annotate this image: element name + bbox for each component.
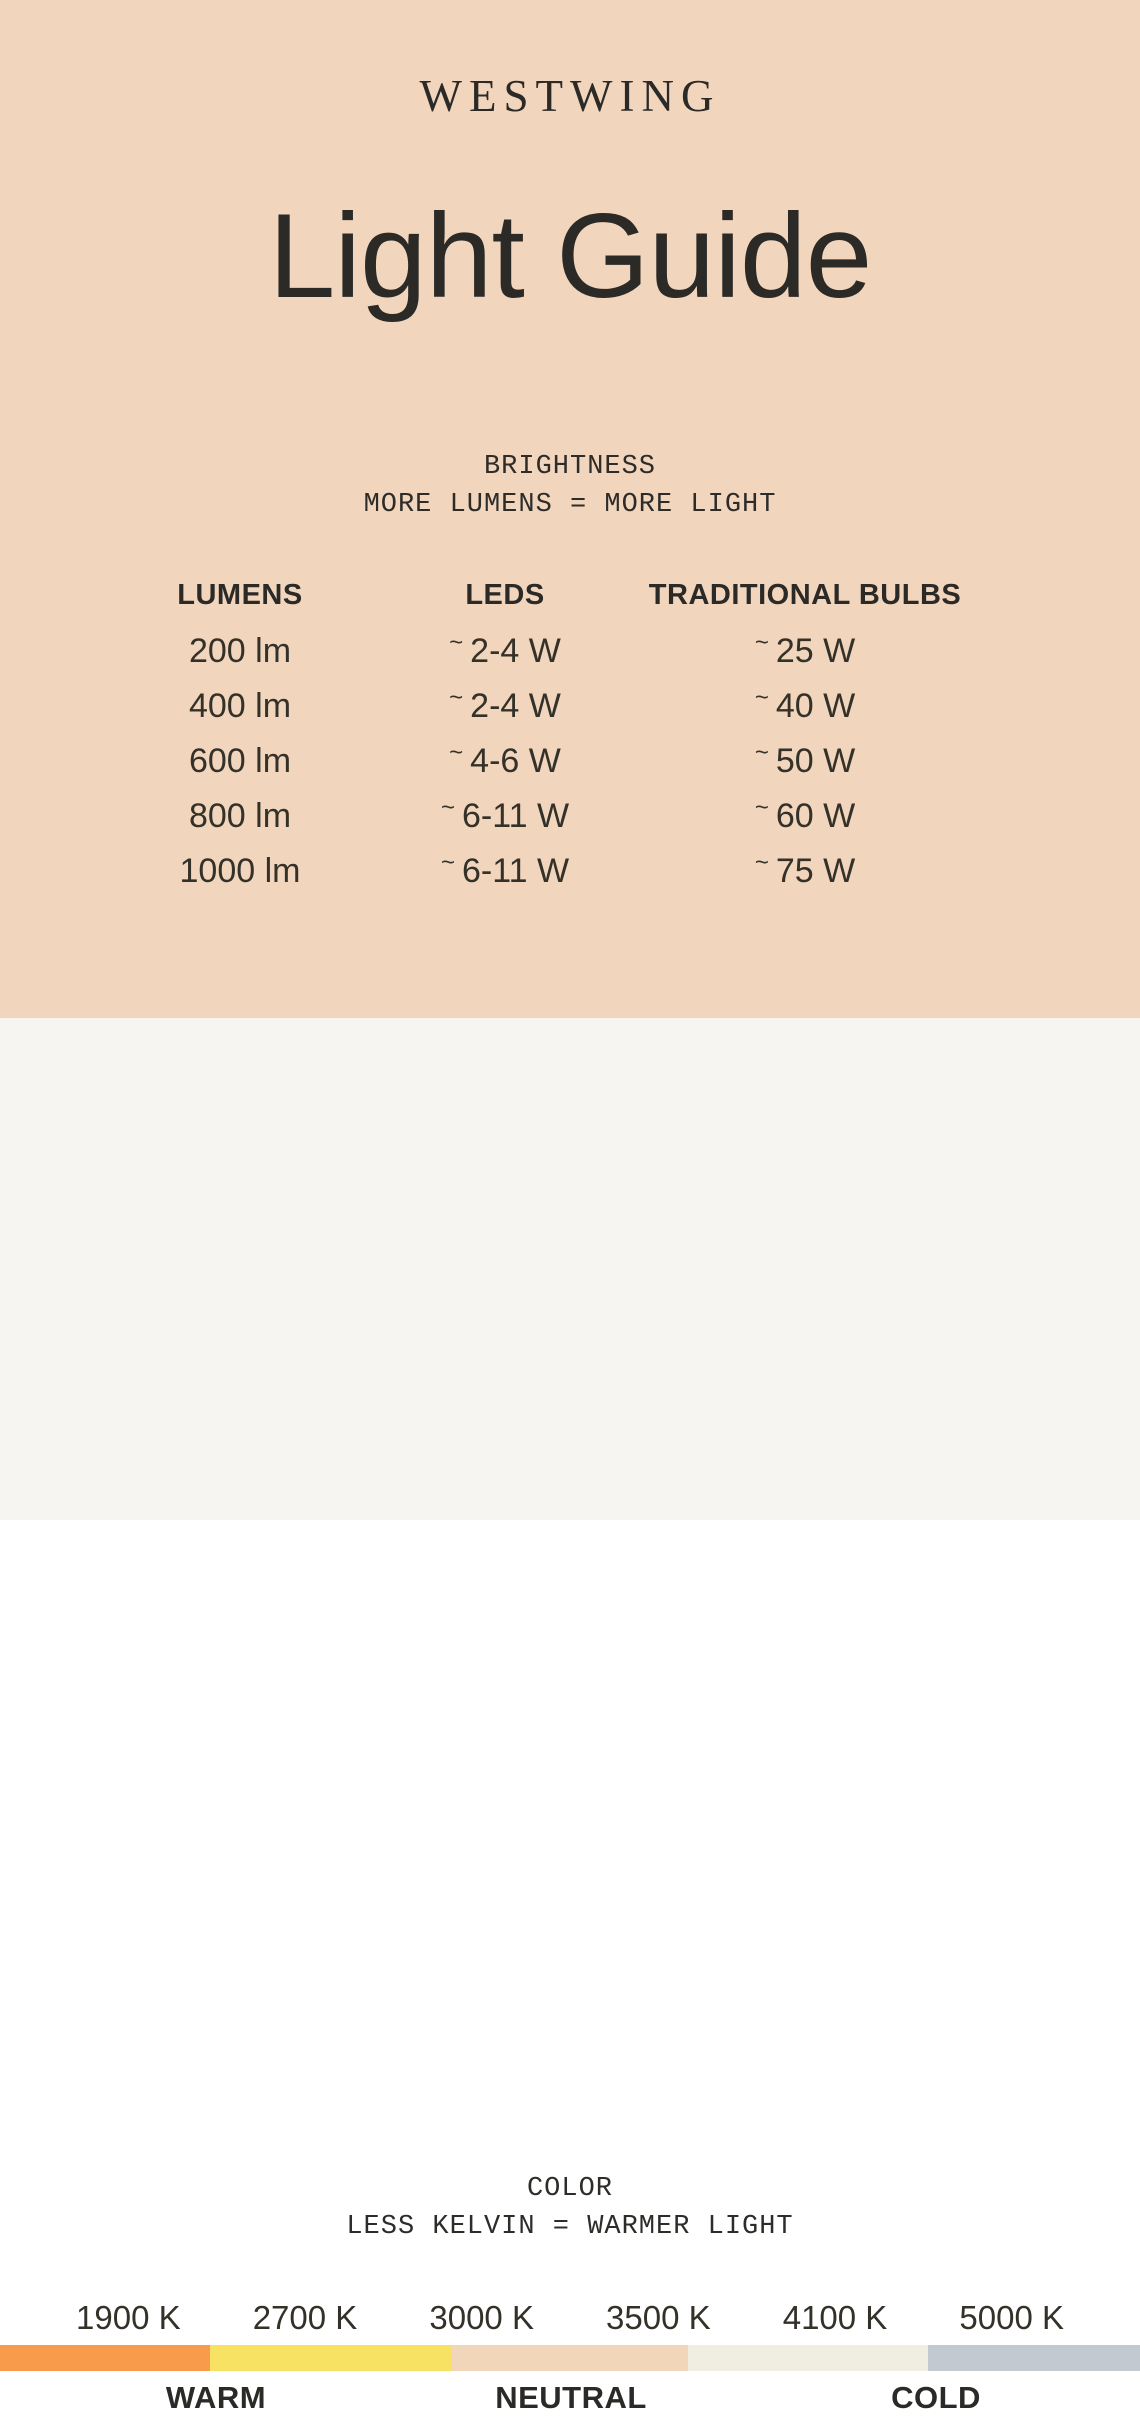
approx-symbol: ~: [754, 738, 769, 766]
led-watts-value: 2-4 W: [470, 632, 561, 670]
column-header-lumens: LUMENS: [177, 578, 303, 611]
traditional-watts-value: 40 W: [775, 687, 856, 725]
traditional-watts: [650, 734, 960, 789]
color-bar-segment-warm-orange: [0, 2345, 210, 2371]
brightness-heading: BRIGHTNESS: [483, 452, 657, 482]
brightness-subheading: MORE LUMENS = MORE LIGHT: [363, 490, 777, 520]
kelvin-label: 1900 K: [76, 2299, 181, 2336]
brightness-section: [0, 0, 1140, 1018]
color-bar-segment-neutral-ivory: [688, 2345, 928, 2371]
approx-symbol: ~: [440, 793, 455, 821]
led-watts-value: 6-11 W: [461, 852, 570, 890]
brightness-heading-block: [0, 448, 1140, 524]
traditional-watts-value: 50 W: [775, 742, 856, 780]
column-header-traditional-bulbs: TRADITIONAL BULBS: [648, 578, 962, 611]
led-watts: [360, 789, 650, 844]
traditional-watts: [650, 624, 960, 679]
led-watts: [360, 734, 650, 789]
led-watts-value: 4-6 W: [470, 742, 561, 780]
page-title: Light Guide: [268, 189, 872, 323]
kelvin-label: 5000 K: [959, 2299, 1064, 2336]
color-subheading: LESS KELVIN = WARMER LIGHT: [346, 2212, 794, 2242]
color-heading-block: [0, 2170, 1140, 2246]
temperature-label-neutral: NEUTRAL: [495, 2380, 647, 2415]
lumens-value: 1000 lm: [179, 852, 301, 890]
approx-symbol: ~: [449, 738, 464, 766]
led-watts: [360, 624, 650, 679]
temperature-label-cold: COLD: [891, 2380, 981, 2415]
traditional-watts: [650, 679, 960, 734]
color-heading: COLOR: [526, 2174, 613, 2204]
color-temperature-bar: [0, 2345, 1140, 2371]
led-watts-value: 6-11 W: [461, 797, 570, 835]
traditional-watts-value: 75 W: [775, 852, 856, 890]
led-watts: [360, 679, 650, 734]
approx-symbol: ~: [440, 848, 455, 876]
approx-symbol: ~: [754, 683, 769, 711]
lumens-value: 600 lm: [188, 742, 292, 780]
color-bar-segment-cold-blue: [928, 2345, 1140, 2371]
approx-symbol: ~: [449, 628, 464, 656]
lumens-value: 800 lm: [188, 797, 292, 835]
led-watts: [360, 844, 650, 899]
kelvin-label: 4100 K: [782, 2299, 888, 2336]
approx-symbol: ~: [754, 848, 769, 876]
traditional-watts: [650, 844, 960, 899]
kelvin-label: 3000 K: [429, 2299, 534, 2336]
led-watts-value: 2-4 W: [470, 687, 561, 725]
lumens-value: 400 lm: [188, 687, 292, 725]
approx-symbol: ~: [754, 628, 769, 656]
lumens-value: 200 lm: [188, 632, 292, 670]
approx-symbol: ~: [754, 793, 769, 821]
kelvin-scale-labels: [40, 2299, 1100, 2337]
approx-symbol: ~: [449, 683, 464, 711]
lumens-table: [120, 566, 960, 899]
color-bar-segment-neutral-peach: [452, 2345, 688, 2371]
traditional-watts-value: 60 W: [775, 797, 856, 835]
kelvin-label: 2700 K: [252, 2299, 358, 2336]
color-section: [0, 1018, 1140, 2415]
traditional-watts-value: 25 W: [775, 632, 856, 670]
traditional-watts: [650, 789, 960, 844]
kelvin-label: 3500 K: [606, 2299, 711, 2336]
brand-logo: WESTWING: [419, 71, 721, 121]
color-bar-segment-warm-yellow: [210, 2345, 452, 2371]
temperature-label-warm: WARM: [165, 2380, 267, 2415]
column-header-leds: LEDS: [465, 578, 545, 611]
